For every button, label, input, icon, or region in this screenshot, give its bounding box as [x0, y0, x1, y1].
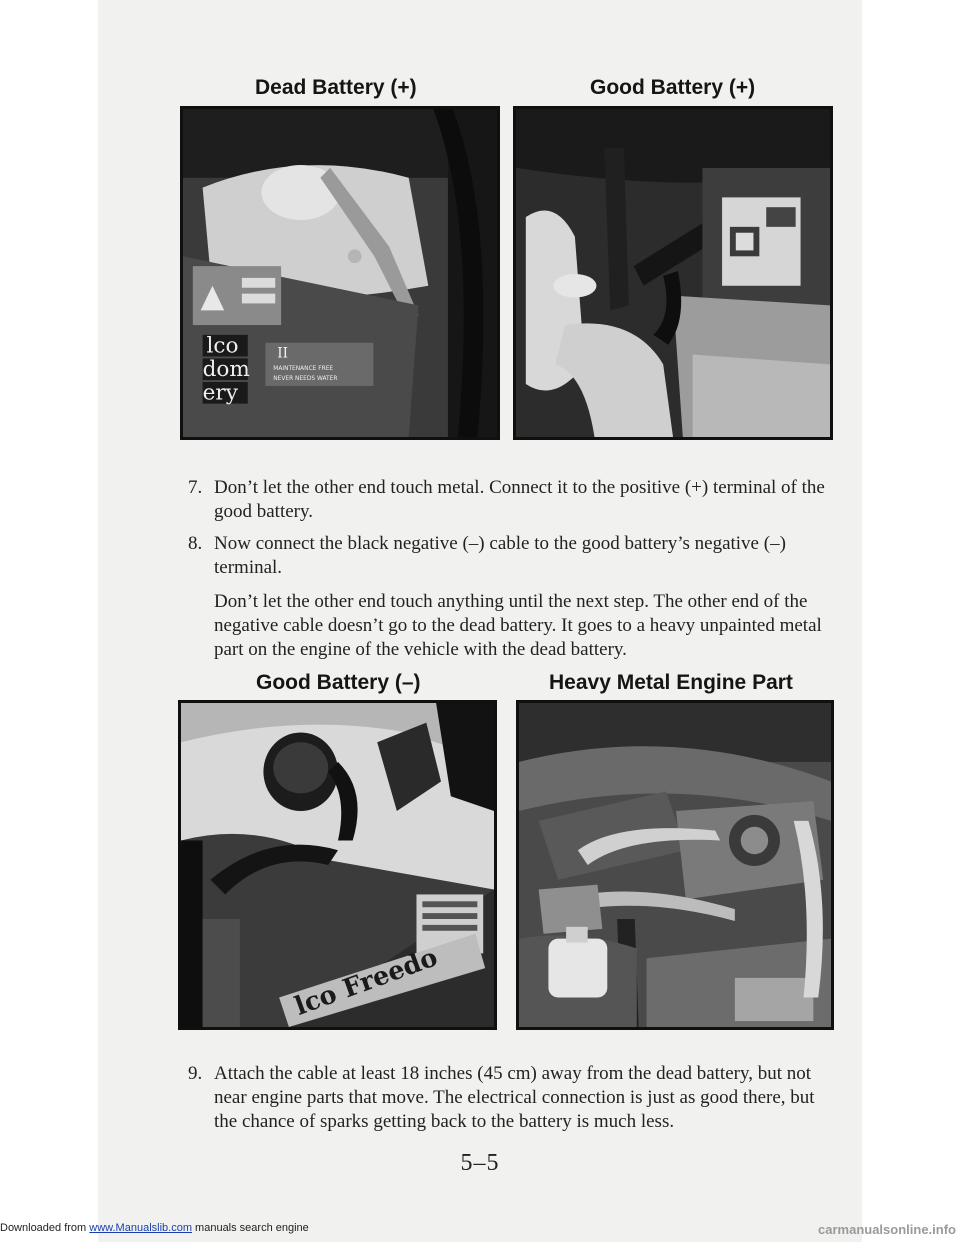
caption-dead-battery-positive: Dead Battery (+) — [255, 76, 417, 99]
watermark: carmanualsonline.info — [818, 1222, 956, 1237]
good-battery-brand-text: lco Freedo — [290, 942, 442, 1022]
download-footer — [0, 1222, 309, 1234]
caption-good-battery-positive: Good Battery (+) — [590, 76, 756, 99]
footer-suffix: manuals search engine — [195, 1222, 309, 1234]
photo-good-battery-positive — [513, 106, 833, 440]
step-9-number: 9. — [188, 1063, 203, 1084]
dead-battery-label-text-2: NEVER NEEDS WATER — [273, 376, 338, 383]
instruction-paragraph: Don’t let the other end touch anything until the next step. The other end of the negative cable doesn’t go to the dead battery. It goes to a heavy unpainted metal part on the engine of the vehicle with the dead battery. — [214, 591, 822, 660]
dead-battery-label-text-1: MAINTENANCE FREE — [273, 366, 334, 373]
step-7-text: Don’t let the other end touch metal. Connect it to the positive (+) terminal of the good battery. — [214, 477, 825, 522]
step-8-text: Now connect the black negative (–) cable to the good battery’s negative (–) terminal. — [214, 533, 786, 578]
step-8-number: 8. — [188, 533, 203, 554]
photo-heavy-metal-engine-part — [516, 700, 834, 1030]
caption-heavy-metal-engine-part: Heavy Metal Engine Part — [549, 671, 793, 694]
svg-text:II: II — [277, 345, 289, 362]
dead-battery-brand-text-1: lco — [206, 333, 239, 359]
photo-dead-battery-positive — [180, 106, 500, 440]
dead-battery-brand-text-3: ery — [202, 380, 238, 406]
step-7-number: 7. — [188, 477, 203, 498]
caption-good-battery-negative: Good Battery (–) — [256, 671, 421, 694]
footer-prefix: Downloaded from — [0, 1222, 87, 1234]
manualslib-link[interactable]: www.Manualslib.com — [89, 1222, 192, 1234]
step-9-text: Attach the cable at least 18 inches (45 cm) away from the dead battery, but not near engine parts that move. The electrical connection is just as good there, but the chance of sparks getting back to the battery is much less. — [214, 1063, 815, 1132]
page-number: 5–5 — [460, 1150, 500, 1176]
dead-battery-brand-text-2: dom — [202, 357, 250, 383]
photo-good-battery-negative — [178, 700, 497, 1030]
